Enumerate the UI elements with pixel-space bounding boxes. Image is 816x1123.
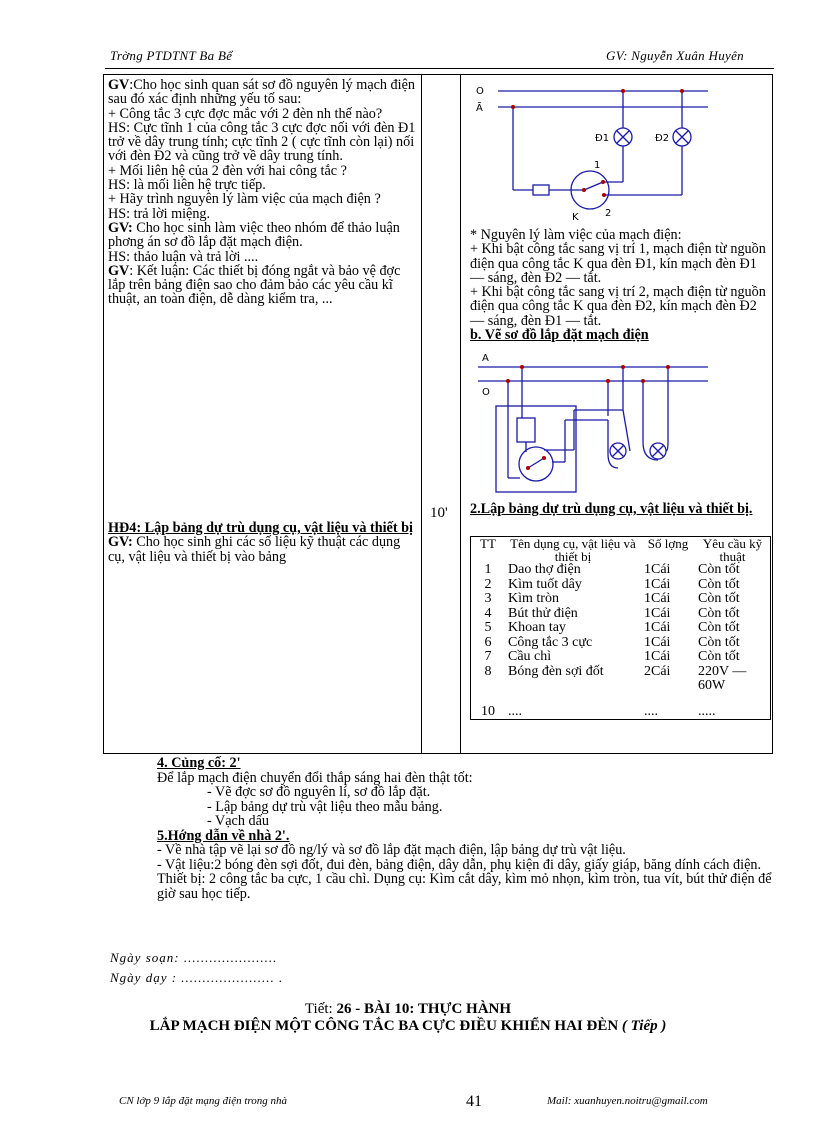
installation-diagram [468,350,768,500]
cell-qty: 1Cái [644,620,671,635]
lesson-title-line-2 [0,1018,816,1035]
question-2: + Mối liên hệ của 2 đèn với hai công tắc ? [108,162,347,179]
cell-tt: 3 [484,591,492,606]
section-2 [470,502,772,516]
diagram1-pos1-label: 1 [594,160,601,171]
cell-name: Khoan tay [508,620,566,635]
cell-name: Công tắc 3 cực [508,634,593,650]
consolidation-title: 4. Củng cố: 2' [157,755,241,771]
table-row [471,621,771,636]
cell-name: Bút thử điện [508,605,578,621]
answer-1: HS: Cực tĩnh 1 của công tắc 3 cực đợc nối với đèn Đ1 trở về dây trung tính; cực tĩnh 2 ( cực tĩnh còn lại) nối với đèn Đ2 và cũng trở về dây trung tính. [108,119,416,165]
col-header-req: Yêu cầu kỹ thuật [702,536,763,564]
col-header-qty: Số lợng [647,536,689,551]
column-divider-1 [421,75,422,753]
gv-instruction-1: :Cho học sinh quan sát sơ đồ nguyên lý mạch điện sau đó xác định những yếu tố sau: [108,77,415,108]
cell-qty: 1Cái [644,576,671,592]
cell-req: Còn tốt [698,576,740,592]
cell-qty: 1Cái [644,634,671,650]
consolidation-item: - Vẽ đợc sơ đồ nguyên lí, sơ đồ lắp đặt. [207,784,431,800]
cell-tt: 4 [484,605,492,621]
diagram1-a-label: Ã [476,103,483,114]
cell-tt: 2 [484,576,492,592]
homework-line-1: - Về nhà tập vẽ lại sơ đồ ng/lý và sơ đồ lắp đặt mạch điện, lập bảng dự trù vật liệu. [157,842,626,858]
gv-label: GV [108,77,130,93]
gv-conclusion: : Kết luận: Các thiết bị đóng ngắt và bảo vệ đợc lắp trên bảng điện sao cho đảm bảo các yêu cầu kĩ thuật, an toàn điện, dễ dàng kiểm tra, ... [108,262,401,308]
gv-label: GV: [108,219,133,236]
header-rule [105,68,774,69]
cell-qty: 1Cái [644,649,671,664]
cell-tt: 7 [484,649,492,664]
consolidation-item: - Lập bảng dự trù vật liệu theo mẫu bảng. [207,798,443,815]
cell-req: Còn tốt [698,634,740,650]
cell-name: .... [508,703,522,719]
section-2-title: 2.Lập bảng dự trù dụng cụ, vật liệu và thiết bị. [470,501,753,517]
hd4-title: HĐ4: Lập bảng dự trù dụng cụ, vật liệu và thiết bị [108,520,413,536]
board-switch [519,447,553,481]
equipment-table [470,536,771,720]
consolidation-intro: Để lắp mạch điện chuyển đổi thắp sáng hai đèn thật tốt: [157,769,473,786]
cell-req: ..... [698,703,716,719]
gv-instruction-2: Cho học sinh làm việc theo nhóm để thảo luận phơng án sơ đồ lắp đặt mạch điện. [108,219,400,251]
principle-step-2: + Khi bật công tắc sang vị trí 2, mạch điện từ nguồn điện qua công tắc K qua đèn Đ2, kín mạch đèn Đ2 — sáng, đèn Đ1 — tắt. [470,284,766,329]
footer-mail: Mail: xuanhuyen.noitru@gmail.com [547,1095,708,1107]
left-column [108,78,416,307]
cell-req: Còn tốt [698,591,740,606]
prep-date: Ngày soạn: ...................... [110,950,278,965]
cell-tt: 10 [481,703,495,719]
answer-3: HS: trả lời miệng. [108,205,211,222]
answer-4: HS: thảo luận và trả lời .... [108,248,259,265]
table-row [471,665,771,694]
table-row [471,650,771,665]
page-number: 41 [466,1093,482,1110]
teach-date: Ngày dạy : ...................... . [110,970,284,985]
gv-label: GV [108,262,130,279]
lesson-title-suffix: ( Tiếp ) [618,1018,667,1034]
question-3: + Hãy trình nguyên lý làm việc của mạch điện ? [108,191,381,208]
cell-qty: 1Cái [644,605,671,621]
table-row [471,563,771,578]
diagram1-k-label: K [572,212,579,223]
consolidation-item: - Vạch dấu [207,813,269,829]
diagram1-d2-label: Đ2 [655,133,670,144]
cell-tt: 8 [484,663,492,679]
homework-title: 5.Hớng dẫn về nhà 2'. [157,827,290,844]
table-row [471,578,771,593]
table-row [471,694,771,720]
gv-label: GV: [108,534,133,551]
cell-req: Còn tốt [698,605,740,621]
principle-text [470,228,772,342]
header-teacher: GV: Nguyễn Xuân Huyên [606,48,744,63]
homework-line-2: - Vật liệu:2 bóng đèn sợi đốt, đui đèn, bảng điện, dây dẫn, phụ kiện đi dây, giấy giáp, băng dính cách điện. Thiết bị: 2 công tắc ba cực, 1 cầu chì. Dụng cụ: Kìm cắt dây, kìm mỏ nhọn, kìm tròn, tua vít, bút thử điện để giờ sau học tiếp. [157,856,772,902]
cell-qty: .... [644,703,658,719]
header-school: Trờng PTDTNT Ba Bể [110,48,233,63]
diagram2-a-label: A [482,353,489,364]
lesson-title-line-1 [0,1001,816,1018]
principle-title: * Nguyên lý làm việc của mạch điện: [470,227,682,243]
table-row [471,607,771,622]
column-divider-2 [460,75,461,753]
lesson-title-prefix: Tiết: [304,1001,337,1017]
time-allocation: 10' [430,505,448,521]
col-header-name: Tên dụng cụ, vật liệu và thiết bị [510,536,636,564]
cell-req: Còn tốt [698,562,740,577]
section-b-title: b. Vẽ sơ đồ lắp đặt mạch điện [470,327,649,344]
lesson-title-main: LẮP MẠCH ĐIỆN MỘT CÔNG TẮC BA CỰC ĐIỀU KHIỂN HAI ĐÈN [149,1018,619,1034]
cell-qty: 2Cái [644,663,671,679]
gv-instruction-4: Cho học sinh ghi các số liệu kỹ thuật các dụng cụ, vật liệu và thiết bị vào bảng [108,534,401,565]
cell-qty: 1Cái [644,591,671,606]
col-header-tt: TT [480,536,496,551]
cell-name: Kìm tuốt dây [508,576,582,592]
diagram1-d1-label: Đ1 [595,133,610,144]
cell-name: Dao thợ điện [508,562,581,577]
principle-circuit-diagram [468,78,768,228]
diagram2-o-label: O [482,387,490,398]
diagram1-o-label: O [476,86,484,97]
lesson-title-number: 26 - BÀI 10: THỰC HÀNH [336,1001,512,1017]
cell-name: Kìm tròn [508,591,559,606]
table-row [471,636,771,651]
left-column-hd4 [108,521,416,564]
principle-step-1: + Khi bật công tắc sang vị trí 1, mạch điện từ nguồn điện qua công tắc K qua đèn Đ1, kín mạch đèn Đ1 — sáng, đèn Đ2 — tắt. [470,241,766,286]
consolidation-section [157,756,777,901]
cell-qty: 1Cái [644,562,671,577]
cell-tt: 5 [484,620,492,635]
cell-name: Cầu chì [508,649,552,664]
equipment-table-body [471,563,771,720]
fuse [533,185,549,195]
cell-req: Còn tốt [698,649,740,664]
cell-tt: 6 [484,634,492,650]
cell-tt: 1 [484,562,492,577]
cell-req: Còn tốt [698,620,740,635]
board-fuse [517,418,535,442]
cell-name: Bóng đèn sợi đốt [508,663,604,679]
cell-req: 220V — 60W [698,663,747,693]
question-1: + Công tắc 3 cực đợc mắc với 2 đèn nh thế nào? [108,105,383,122]
table-row [471,592,771,607]
diagram1-pos2-label: 2 [605,208,612,219]
footer-course: CN lớp 9 lắp đặt mạng điện trong nhà [119,1095,288,1107]
answer-2: HS: là mối liên hệ trực tiếp. [108,177,266,194]
